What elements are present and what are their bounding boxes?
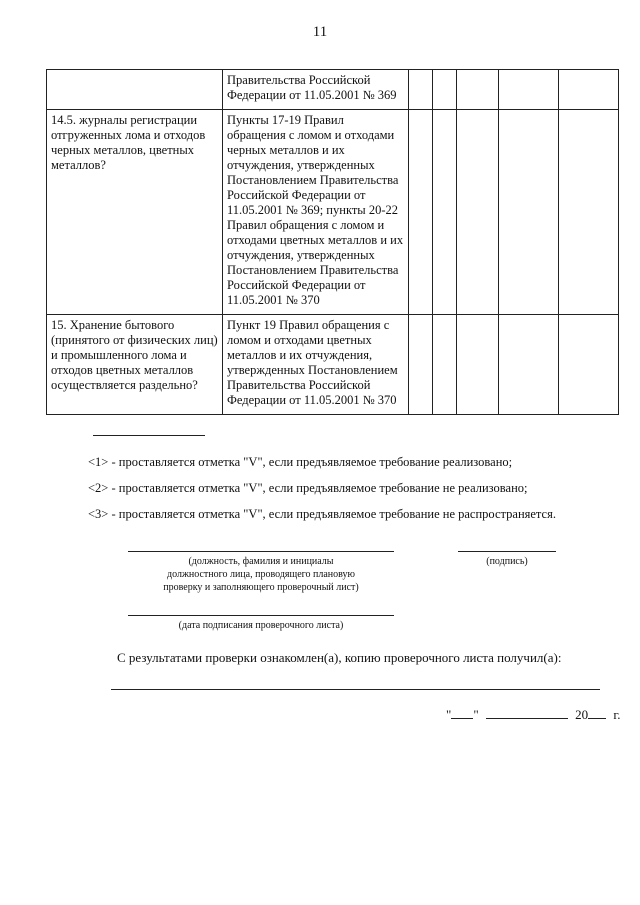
year-blank[interactable] [588, 706, 606, 719]
table-row [47, 70, 619, 110]
reference-cell: Пункты 17-19 Правил обращения с ломом и отходами черных металлов и их отчуждения, утвержденных Постановлением Правительства Российской Федерации от 11.05.2001 № 369; пункты 20-22 Правил обращения с ломом и отходами цветных металлов и их отчуждения, утвержденных Постановлением Правительства Российской Федерации от 11.05.2001 № 370 [223, 110, 409, 315]
mark-cell[interactable] [409, 70, 433, 110]
acknowledgement-text: С результатами проверки ознакомлен(а), копию проверочного листа получил(а): [117, 650, 562, 665]
mark-cell[interactable] [409, 110, 433, 315]
signature-line[interactable] [458, 551, 556, 552]
footnote-2: <2> - проставляется отметка "V", если предъявляемое требование не реализовано; [88, 481, 528, 495]
mark-cell[interactable] [559, 70, 619, 110]
day-blank[interactable] [451, 706, 473, 719]
footnote-3: <3> - проставляется отметка "V", если предъявляемое требование не распространяется. [88, 507, 556, 521]
mark-cell[interactable] [457, 315, 499, 415]
mark-cell[interactable] [559, 315, 619, 415]
date-signed-line[interactable] [128, 615, 394, 616]
mark-cell[interactable] [457, 110, 499, 315]
mark-cell[interactable] [559, 110, 619, 315]
mark-cell[interactable] [499, 110, 559, 315]
mark-cell[interactable] [433, 315, 457, 415]
signature-caption: (подпись) [486, 556, 528, 567]
date-row: " " 20 г. [446, 707, 621, 722]
question-cell [47, 70, 223, 110]
date-signed-caption: (дата подписания проверочного листа) [178, 620, 344, 631]
acknowledgement-line[interactable] [111, 689, 600, 690]
month-blank[interactable] [486, 706, 568, 719]
reference-cell: Пункт 19 Правил обращения с ломом и отходами цветных металлов и их отчуждения, утвержденных Постановлением Правительства Российской Федерации от 11.05.2001 № 370 [223, 315, 409, 415]
checklist-table [46, 69, 619, 415]
mark-cell[interactable] [457, 70, 499, 110]
official-caption: (должность, фамилия и инициалы должностного лица, проводящего плановую проверку и заполняющего проверочный лист) [163, 556, 359, 593]
question-cell: 15. Хранение бытового (принятого от физических лиц) и промышленного лома и отходов цветных металлов осуществляется раздельно? [47, 315, 223, 415]
table-row [47, 315, 619, 415]
mark-cell[interactable] [433, 70, 457, 110]
mark-cell[interactable] [409, 315, 433, 415]
question-cell: 14.5. журналы регистрации отгруженных лома и отходов черных металлов, цветных металлов? [47, 110, 223, 315]
footnote-divider [93, 435, 205, 436]
official-signature-line[interactable] [128, 551, 394, 552]
page-number: 11 [312, 24, 328, 40]
table-row [47, 110, 619, 315]
mark-cell[interactable] [499, 70, 559, 110]
mark-cell[interactable] [433, 110, 457, 315]
footnote-1: <1> - проставляется отметка "V", если предъявляемое требование реализовано; [88, 455, 513, 469]
mark-cell[interactable] [499, 315, 559, 415]
reference-cell: Правительства Российской Федерации от 11.05.2001 № 369 [223, 70, 409, 110]
